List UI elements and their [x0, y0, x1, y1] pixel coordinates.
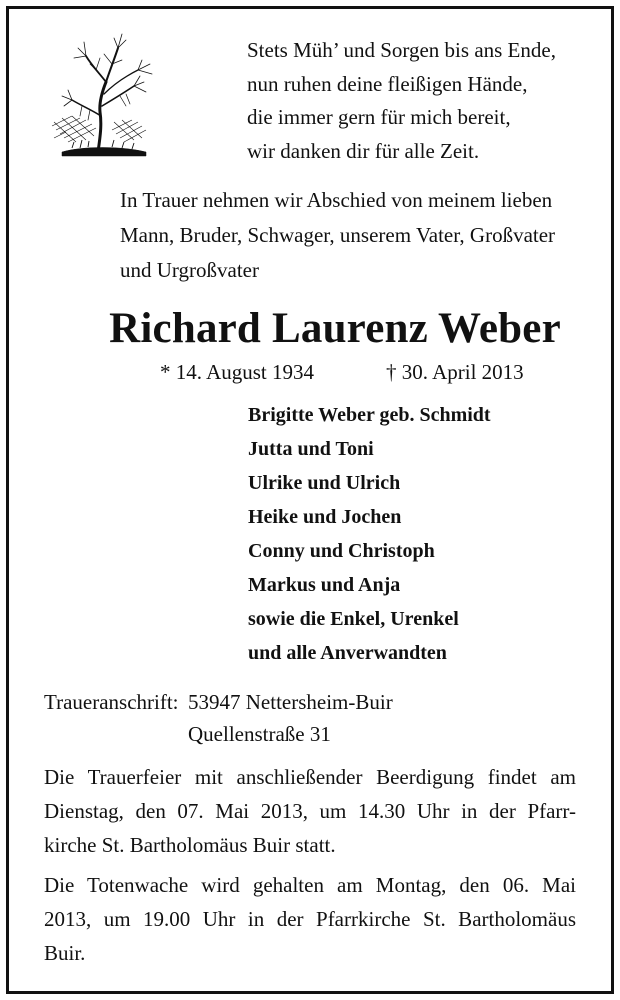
intro-line: In Trauer nehmen wir Abschied von meinem lieben [120, 188, 553, 212]
mourner-entry: Conny und Christoph [248, 540, 435, 562]
poem-line: wir danken dir für alle Zeit. [247, 138, 480, 163]
poem-line: die immer gern für mich bereit, [247, 105, 511, 129]
address-label: Traueranschrift: [44, 690, 179, 714]
mourner-entry: Brigitte Weber geb. Schmidt [248, 404, 491, 426]
tree-icon [42, 30, 162, 160]
mourners-list [248, 398, 491, 670]
wake-paragraph [44, 868, 576, 970]
funeral-paragraph [44, 760, 576, 862]
poem [247, 34, 556, 168]
funeral-line: kirche St. Bartholomäus Buir statt. [44, 833, 336, 857]
poem-line: Stets Müh’ und Sorgen bis ans Ende, [247, 38, 556, 62]
wake-line: Buir. [44, 941, 86, 965]
funeral-line: Dienstag, den 07. Mai 2013, um 14.30 Uhr in der Pfarr- [44, 799, 576, 823]
intro-text [120, 183, 555, 288]
mourner-entry: Ulrike und Ulrich [248, 472, 401, 494]
mourner-entry: Jutta und Toni [248, 438, 374, 460]
intro-line: Mann, Bruder, Schwager, unserem Vater, Großvater [120, 223, 556, 247]
wake-line: 2013, um 19.00 Uhr in der Pfarrkirche St. Bartholomäus [44, 907, 576, 931]
mourner-entry: Markus und Anja [248, 574, 401, 596]
funeral-line: Die Trauerfeier mit anschließender Beerdigung findet am [44, 765, 576, 789]
mourner-entry: sowie die Enkel, Urenkel [248, 608, 459, 630]
poem-line: nun ruhen deine fleißigen Hände, [247, 71, 528, 96]
death-date: † 30. April 2013 [386, 360, 524, 384]
mourner-entry: Heike und Jochen [248, 506, 402, 528]
birth-date: * 14. August 1934 [160, 360, 315, 384]
address-street: Quellenstraße 31 [188, 722, 331, 746]
mourner-entry: und alle Anverwandten [248, 642, 447, 664]
wake-line: Die Totenwache wird gehalten am Montag, den 06. Mai [44, 873, 576, 897]
deceased-name: Richard Laurenz Weber [109, 305, 561, 352]
address-city: 53947 Nettersheim-Buir [188, 690, 393, 714]
intro-line: und Urgroßvater [120, 258, 259, 282]
